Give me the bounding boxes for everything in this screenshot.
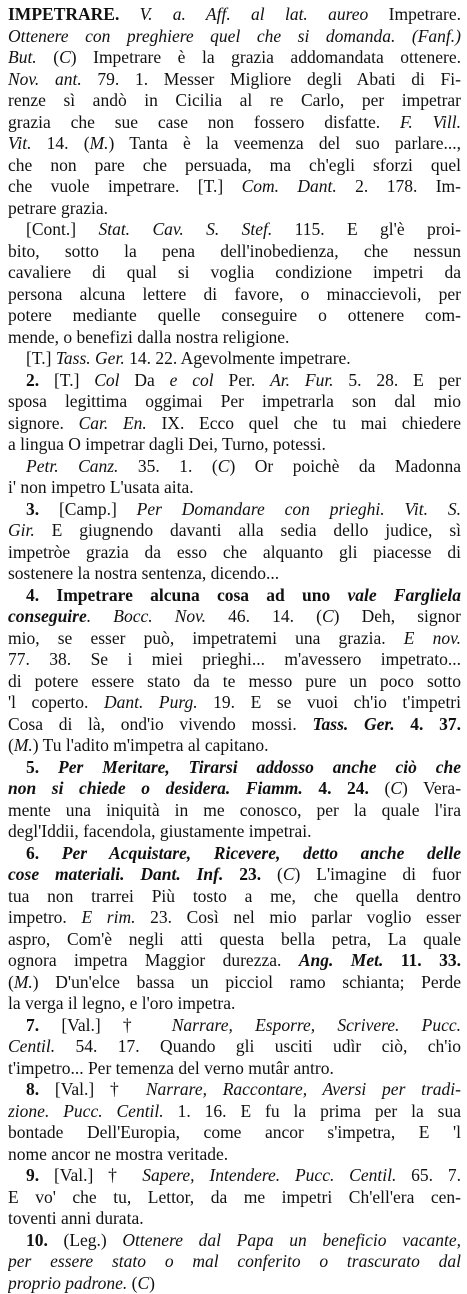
text-segment: ) Or poichè da Madonna <box>229 456 461 476</box>
text-segment: aspro, Com'è negli atti questa bella petra, La quale <box>8 929 461 949</box>
text-segment: Da <box>120 370 170 390</box>
text-segment: Ar. Fur. <box>270 370 333 390</box>
text-line <box>8 929 461 951</box>
text-segment: ( <box>8 735 14 755</box>
text-line <box>8 1122 461 1144</box>
text-line <box>8 434 461 456</box>
text-line <box>8 69 461 91</box>
text-segment: 3. <box>26 499 39 519</box>
text-segment: Dant. Purg. <box>104 692 198 712</box>
text-segment: IX. Ecco quel che tu mai chiedere <box>147 413 461 433</box>
text-segment: [Cont.] <box>26 219 98 239</box>
text-segment: 2. 178. Im- <box>337 176 461 196</box>
text-segment: E vo' che tu, Lettor, da me impetri Ch'ell'era cen- <box>8 1187 461 1207</box>
text-line <box>8 133 461 155</box>
text-segment: non si chiede o desidera. Fiamm. <box>8 778 303 798</box>
text-line <box>8 1079 461 1101</box>
text-line <box>8 1036 461 1058</box>
text-line <box>8 1230 461 1252</box>
text-segment: ) Tu l'adito m'impetra al capitano. <box>33 735 269 755</box>
text-segment: [T.] <box>39 370 94 390</box>
text-segment: Gir. <box>8 520 35 540</box>
text-segment: mio, se esser può, impetratemi una grazia. <box>8 628 404 648</box>
text-segment: Tass. Ger. <box>56 348 125 368</box>
text-segment: ) Vera- <box>402 778 461 798</box>
text-segment: che vuole impetrare. [T.] <box>8 176 242 196</box>
text-line <box>8 757 461 779</box>
text-line <box>8 778 461 800</box>
text-line <box>8 542 461 564</box>
text-line <box>8 628 461 650</box>
text-line <box>8 649 461 671</box>
text-segment: 4. Impetrare alcuna cosa ad uno <box>26 585 330 605</box>
text-segment: C <box>137 1273 149 1293</box>
text-line <box>8 1058 461 1080</box>
text-segment: grazia che sue case non fossero disfatte. <box>8 112 400 132</box>
text-line <box>8 1187 461 1209</box>
text-line <box>8 821 461 843</box>
text-segment: Stat. Cav. S. Stef. <box>98 219 272 239</box>
text-segment: Com. Dant. <box>242 176 337 196</box>
text-line <box>8 886 461 908</box>
text-segment: petrare grazia. <box>8 198 108 218</box>
text-segment: 46. 14. ( <box>206 606 322 626</box>
text-segment: Tass. Ger. <box>312 714 394 734</box>
text-segment: . Bocc. Nov. <box>87 606 206 626</box>
text-segment: Per Meritare, Tirarsi addosso anche ciò che <box>58 757 461 777</box>
text-segment: e col <box>170 370 214 390</box>
text-line <box>8 1273 461 1294</box>
text-segment: Sapere, Intendere. Pucc. Centil. <box>142 1165 396 1185</box>
text-line <box>8 972 461 994</box>
text-line <box>8 1165 461 1187</box>
text-line <box>8 735 461 757</box>
text-segment: bito, sotto la pena dell'inobedienza, che nessun <box>8 241 461 261</box>
text-segment: Centil. <box>8 1036 55 1056</box>
text-segment: Petr. Canz. <box>26 456 118 476</box>
text-line <box>8 993 461 1015</box>
text-line <box>8 391 461 413</box>
text-segment: cose materiali. Dant. Inf. <box>8 864 223 884</box>
text-segment: di potere essere stato da te messo pure un poco sotto <box>8 671 461 691</box>
text-segment: Nov. ant. <box>8 69 82 89</box>
text-segment: ) Deh, signor <box>334 606 461 626</box>
text-segment: Cosa di là, ond'io vivendo mossi. <box>8 714 312 734</box>
text-segment: t'impetro... Per temenza del verno mutâr antro. <box>8 1058 334 1078</box>
text-segment: 2. <box>26 370 39 390</box>
text-segment: a lingua O impetrar dagli Dei, Turno, potessi. <box>8 434 326 454</box>
text-segment: Ottenere dal Papa un beneficio vacante, <box>122 1230 461 1250</box>
text-segment: cavaliere di qual si voglia condizione impetri da <box>8 262 461 282</box>
text-line <box>8 864 461 886</box>
text-segment: potere mediante quelle conseguire o ottenere com- <box>8 305 461 325</box>
text-segment: 7. <box>26 1015 39 1035</box>
text-segment: M. <box>14 972 33 992</box>
text-line <box>8 219 461 241</box>
text-segment: bontade Dell'Europia, come ancor s'impetra, E 'l <box>8 1122 461 1142</box>
text-line <box>8 176 461 198</box>
text-segment: 5. 28. E per <box>334 370 461 390</box>
text-segment: 115. E gl'è proi- <box>272 219 461 239</box>
text-line <box>8 413 461 435</box>
text-segment: [Val.] † <box>39 1079 146 1099</box>
text-segment: M. <box>90 133 109 153</box>
text-line <box>8 1144 461 1166</box>
text-segment: per essere stato o mal conferito o trascurato dal <box>8 1251 461 1271</box>
text-segment: 19. E se vuoi ch'io t'impetri <box>198 692 461 712</box>
text-segment: degl'Iddii, facendola, giustamente impetrai. <box>8 821 311 841</box>
text-segment: 65. 7. <box>396 1165 461 1185</box>
text-segment: nome ancor ne mostra veritade. <box>8 1144 228 1164</box>
text-segment: Ang. Met. <box>299 950 384 970</box>
text-line <box>8 112 461 134</box>
text-line <box>8 456 461 478</box>
text-segment: 'l coperto. <box>8 692 104 712</box>
text-segment: signore. <box>8 413 79 433</box>
text-segment <box>39 843 62 863</box>
text-segment: ( <box>127 1273 137 1293</box>
text-line <box>8 843 461 865</box>
text-segment: E nov. <box>404 628 461 648</box>
text-line <box>8 155 461 177</box>
text-segment: persona alcuna lettere di favore, o minaccievoli, per <box>8 284 461 304</box>
text-segment: 4. 37. <box>395 714 461 734</box>
text-line <box>8 198 461 220</box>
text-segment: ) Impetrare è la grazia addomandata ottenere. <box>71 47 461 67</box>
text-segment: 23. Così nel mio parlar voglio esser <box>135 907 461 927</box>
text-segment: Ottenere con preghiere quel che si domanda. (Fanf.) <box>8 26 461 46</box>
text-segment: 8. <box>26 1079 39 1099</box>
text-line <box>8 692 461 714</box>
text-segment: [Camp.] <box>39 499 137 519</box>
text-segment: C <box>283 864 295 884</box>
text-segment <box>119 4 139 24</box>
text-line <box>8 241 461 263</box>
text-line <box>8 262 461 284</box>
text-segment: 14. ( <box>32 133 90 153</box>
text-segment: ) <box>149 1273 155 1293</box>
text-segment: 11. 33. <box>383 950 461 970</box>
text-segment: C <box>390 778 402 798</box>
text-line <box>8 950 461 972</box>
text-segment: mente una iniquità in me conosco, per la quale l'ira <box>8 800 461 820</box>
text-segment: 9. <box>26 1165 39 1185</box>
text-line <box>8 284 461 306</box>
text-segment: C <box>59 47 71 67</box>
text-segment: 5. <box>26 757 39 777</box>
text-segment: 14. 22. Agevolmente impetrare. <box>125 348 351 368</box>
text-line <box>8 348 461 370</box>
text-segment: 79. 1. Messer Migliore degli Abati di Fi- <box>82 69 461 89</box>
text-segment: sostenere la nostra sentenza, dicendo... <box>8 563 279 583</box>
text-segment: 10. <box>26 1230 48 1250</box>
text-segment: la verga il legno, e l'oro impetra. <box>8 993 235 1013</box>
text-segment: [Val.] † <box>39 1015 172 1035</box>
text-segment: M. <box>14 735 33 755</box>
text-line <box>8 370 461 392</box>
text-segment: C <box>218 456 230 476</box>
text-segment: impetròe grazia da esso che alquanto gli piacesse di <box>8 542 461 562</box>
text-line <box>8 520 461 542</box>
text-segment: 35. 1. ( <box>118 456 217 476</box>
text-line <box>8 907 461 929</box>
text-segment: mende, o benefizi dalla nostra religione. <box>8 327 289 347</box>
text-segment: C <box>322 606 334 626</box>
text-segment: ( <box>261 864 283 884</box>
text-segment: E giugnendo davanti alla sedia dello judice, sì <box>35 520 461 540</box>
text-line <box>8 26 461 48</box>
text-segment: ( <box>369 778 390 798</box>
text-segment: 1. 16. E fu la prima per la sua <box>164 1101 461 1121</box>
text-segment: Car. En. <box>79 413 147 433</box>
text-segment: ) Tanta è la veemenza del suo parlare..., <box>109 133 461 153</box>
text-segment: Col <box>94 370 119 390</box>
text-segment: tua non trarrei Più tosto a me, che quella dentro <box>8 886 461 906</box>
text-segment: Narrare, Esporre, Scrivere. Pucc. <box>172 1015 461 1035</box>
text-line <box>8 1251 461 1273</box>
text-segment: (Leg.) <box>48 1230 123 1250</box>
text-line <box>8 90 461 112</box>
text-segment: 77. 38. Se i miei prieghi... m'avessero impetrato... <box>8 649 461 669</box>
text-segment: [Val.] † <box>39 1165 142 1185</box>
text-line <box>8 585 461 607</box>
text-segment: [T.] <box>26 348 56 368</box>
text-segment: But. <box>8 47 37 67</box>
text-segment: 4. 24. <box>303 778 369 798</box>
text-segment <box>39 757 58 777</box>
text-segment: impetro. <box>8 907 81 927</box>
text-segment: Per Acquistare, Ricevere, detto anche delle <box>62 843 461 863</box>
text-line <box>8 671 461 693</box>
text-segment: i' non impetro L'usata aita. <box>8 477 194 497</box>
text-line <box>8 1015 461 1037</box>
text-line <box>8 4 461 26</box>
text-segment: ( <box>8 972 14 992</box>
text-segment: Narrare, Raccontare, Aversi per tradi- <box>146 1079 461 1099</box>
text-segment: Per. <box>214 370 270 390</box>
text-segment: IMPETRARE. <box>8 4 119 24</box>
dictionary-entry-impetrare <box>8 4 461 1294</box>
text-segment: ) L'imagine di fuor <box>295 864 461 884</box>
text-line <box>8 1208 461 1230</box>
text-line <box>8 327 461 349</box>
text-segment: vale Fargliela <box>348 585 461 605</box>
text-line <box>8 477 461 499</box>
text-segment: ( <box>37 47 59 67</box>
text-segment: renze sì andò in Cicilia al re Carlo, per impetrar <box>8 90 461 110</box>
text-line <box>8 305 461 327</box>
text-line <box>8 47 461 69</box>
text-segment: V. a. Aff. al lat. aureo <box>140 4 369 24</box>
text-line <box>8 800 461 822</box>
text-segment: che non pare che persuada, ma ch'egli sforzi quel <box>8 155 461 175</box>
text-segment: 6. <box>26 843 39 863</box>
text-line <box>8 714 461 736</box>
text-line <box>8 563 461 585</box>
text-segment: E rim. <box>81 907 135 927</box>
text-segment: proprio padrone. <box>8 1273 127 1293</box>
text-segment <box>330 585 347 605</box>
text-segment: 54. 17. Quando gli usciti udìr ciò, ch'io <box>55 1036 461 1056</box>
text-segment: sposa legittima oggimai Per impetrarla son dal mio <box>8 391 461 411</box>
text-segment: Impetrare. <box>368 4 461 24</box>
text-segment: F. Vill. <box>400 112 461 132</box>
text-line <box>8 1101 461 1123</box>
text-segment: Vit. <box>8 133 32 153</box>
text-segment: conseguire <box>8 606 87 626</box>
text-segment: ) D'un'elce bassa un picciol ramo schianta; Perde <box>33 972 461 992</box>
text-segment: zione. Pucc. Centil. <box>8 1101 164 1121</box>
text-line <box>8 499 461 521</box>
text-segment: toventi anni durata. <box>8 1208 144 1228</box>
text-segment: ognora impetra Maggior durezza. <box>8 950 299 970</box>
text-segment: Per Domandare con prieghi. Vit. S. <box>137 499 461 519</box>
text-line <box>8 606 461 628</box>
text-segment: 23. <box>223 864 261 884</box>
